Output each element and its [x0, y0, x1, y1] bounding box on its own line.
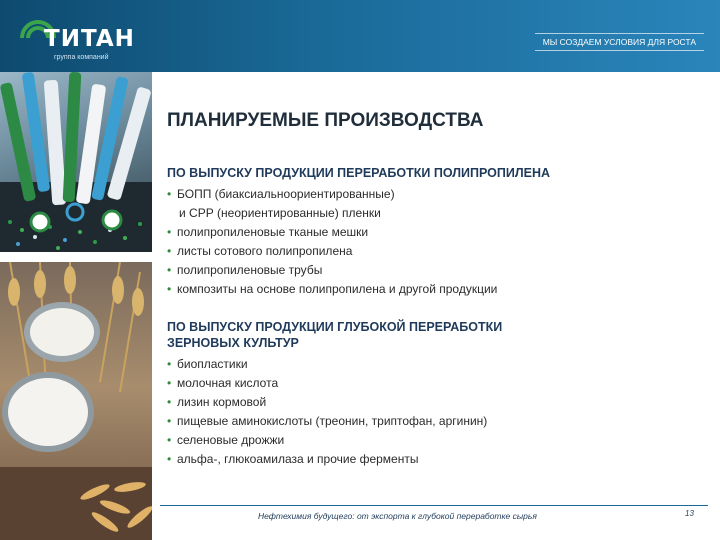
bullet-icon: • [167, 244, 172, 258]
section-grain-processing [167, 319, 707, 469]
bullet-icon: • [167, 187, 172, 201]
header-bar [0, 0, 720, 72]
bullet-icon: • [167, 376, 172, 390]
list-item: • композиты на основе полипропилена и другой продукции [167, 280, 707, 299]
bullet-icon: • [167, 263, 172, 277]
plastic-pipes-image [0, 72, 152, 252]
list-item: • пищевые аминокислоты (треонин, триптофан, аргинин) [167, 412, 707, 431]
wheat-flour-image [0, 262, 152, 540]
logo-text: TИTAH [44, 26, 135, 52]
footer-text: Нефтехимия будущего: от экспорта к глубокой переработке сырья [258, 511, 537, 521]
page-number: 13 [685, 509, 694, 518]
slogan: МЫ СОЗДАЕМ УСЛОВИЯ ДЛЯ РОСТА [535, 33, 704, 51]
list-item: • альфа-, глюкоамилаза и прочие ферменты [167, 450, 707, 469]
section-heading: ПО ВЫПУСКУ ПРОДУКЦИИ ГЛУБОКОЙ ПЕРЕРАБОТКИ ЗЕРНОВЫХ КУЛЬТУР [167, 320, 503, 350]
bullet-icon: • [167, 225, 172, 239]
bullet-icon: • [167, 452, 172, 466]
list-item: • листы сотового полипропилена [167, 242, 707, 261]
logo-subtitle: группа компаний [54, 54, 109, 61]
list-item: • лизин кормовой [167, 393, 707, 412]
bullet-icon: • [167, 282, 172, 296]
company-logo[interactable] [18, 14, 158, 62]
footer-divider [160, 505, 708, 506]
section-polypropylene [167, 165, 707, 299]
section-heading: ПО ВЫПУСКУ ПРОДУКЦИИ ПЕРЕРАБОТКИ ПОЛИПРОПИЛЕНА [167, 166, 551, 180]
list-item: • селеновые дрожжи [167, 431, 707, 450]
bullet-icon: • [167, 433, 172, 447]
bullet-icon: • [167, 357, 172, 371]
list-item: • биопластики [167, 355, 707, 374]
bullet-icon: • [167, 395, 172, 409]
page-title: ПЛАНИРУЕМЫЕ ПРОИЗВОДСТВА [167, 110, 484, 131]
bullet-icon: • [167, 414, 172, 428]
list-item: • БОПП (биаксиальноориентированные) и СРР (неориентированные) пленки [167, 187, 395, 220]
list-item: • молочная кислота [167, 374, 707, 393]
list-item: • полипропиленовые трубы [167, 261, 707, 280]
list-item: • полипропиленовые тканые мешки [167, 223, 707, 242]
